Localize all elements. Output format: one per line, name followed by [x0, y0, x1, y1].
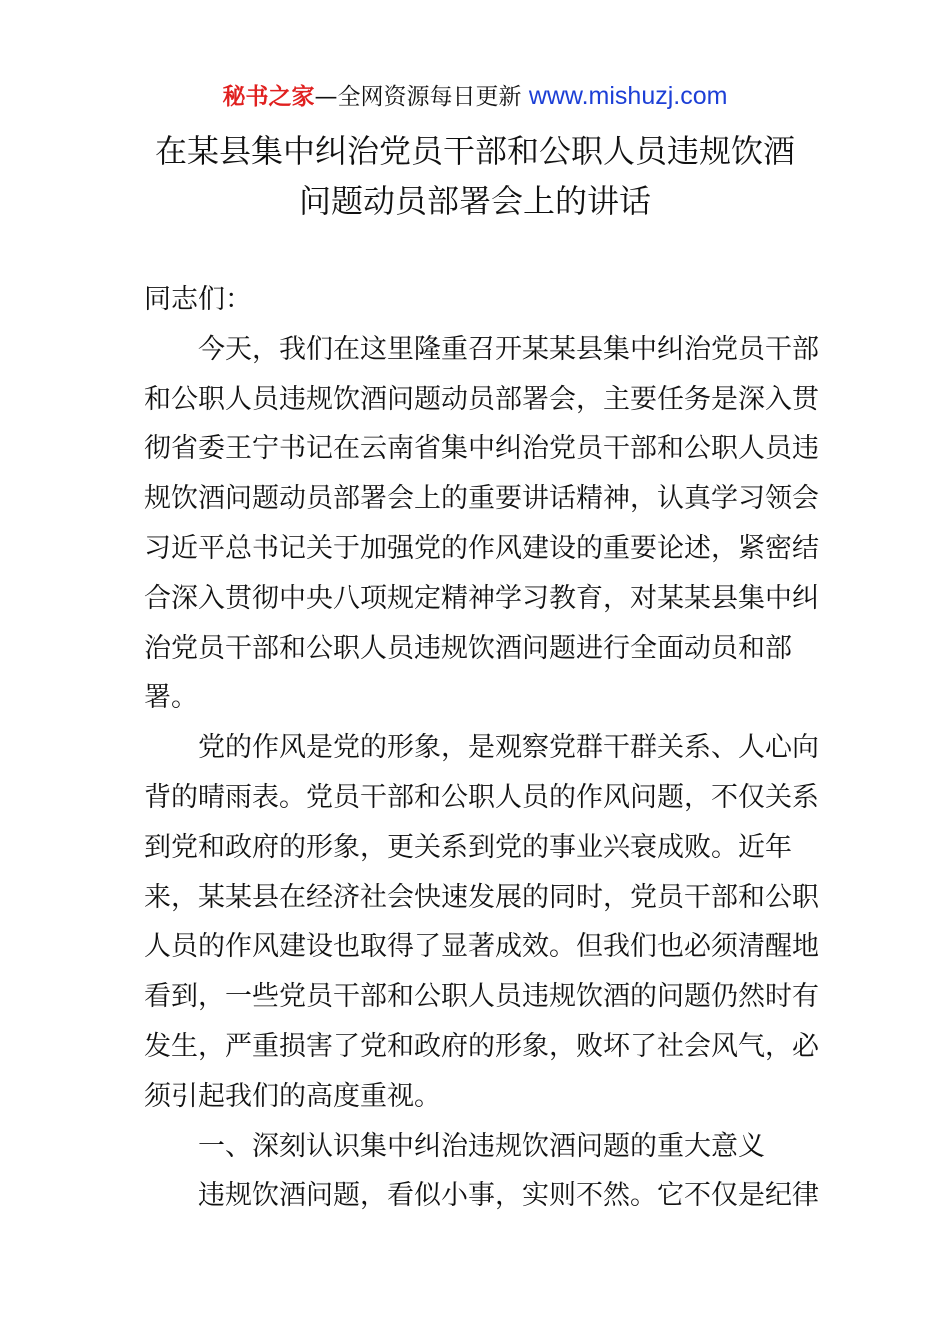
brand-name: 秘书之家 — [222, 84, 315, 110]
paragraph-line: 合深入贯彻中央八项规定精神学习教育，对某某县集中纠 — [144, 582, 819, 614]
title-line-1: 在某县集中纠治党员干部和公职人员违规饮酒 — [154, 132, 795, 170]
paragraph-line: 规饮酒问题动员部署会上的重要讲话精神，认真学习领会 — [144, 483, 819, 515]
paragraph-line: 背的晴雨表。党员干部和公职人员的作风问题，不仅关系 — [144, 781, 819, 813]
paragraph-line: 看到，一些党员干部和公职人员违规饮酒的问题仍然时有 — [144, 981, 819, 1013]
paragraph-line: 来，某某县在经济社会快速发展的同时，党员干部和公职 — [144, 881, 819, 913]
paragraph-line: 今天，我们在这里隆重召开某某县集中纠治党员干部 — [198, 333, 819, 365]
title-line-2: 问题动员部署会上的讲话 — [298, 182, 651, 220]
paragraph-line: 署。 — [144, 682, 198, 714]
paragraph-line: 违规饮酒问题，看似小事，实则不然。它不仅是纪律 — [198, 1180, 819, 1212]
paragraph-line: 和公职人员违规饮酒问题动员部署会，主要任务是深入贯 — [144, 383, 819, 415]
salutation: 同志们： — [144, 284, 252, 315]
document-body — [144, 275, 819, 1221]
paragraph-line: 人员的作风建设也取得了显著成效。但我们也必须清醒地 — [144, 931, 819, 963]
paragraph-line: 到党和政府的形象，更关系到党的事业兴衰成败。近年 — [144, 831, 792, 863]
paragraph-line: 发生，严重损害了党和政府的形象，败坏了社会风气，必 — [144, 1030, 819, 1062]
site-url-link[interactable]: www.mishuzj.com — [528, 82, 728, 110]
document-title — [0, 126, 950, 226]
paragraph-line: 须引起我们的高度重视。 — [144, 1080, 441, 1112]
paragraph-line: 彻省委王宁书记在云南省集中纠治党员干部和公职人员违 — [144, 433, 819, 465]
banner-tagline: —全网资源每日更新 — [314, 84, 522, 110]
section-heading: 一、深刻认识集中纠治违规饮酒问题的重大意义 — [198, 1130, 765, 1162]
site-banner — [0, 80, 950, 113]
paragraph-line: 习近平总书记关于加强党的作风建设的重要论述，紧密结 — [144, 532, 819, 564]
paragraph-line: 党的作风是党的形象，是观察党群干群关系、人心向 — [198, 732, 819, 764]
paragraph-line: 治党员干部和公职人员违规饮酒问题进行全面动员和部 — [144, 632, 792, 664]
